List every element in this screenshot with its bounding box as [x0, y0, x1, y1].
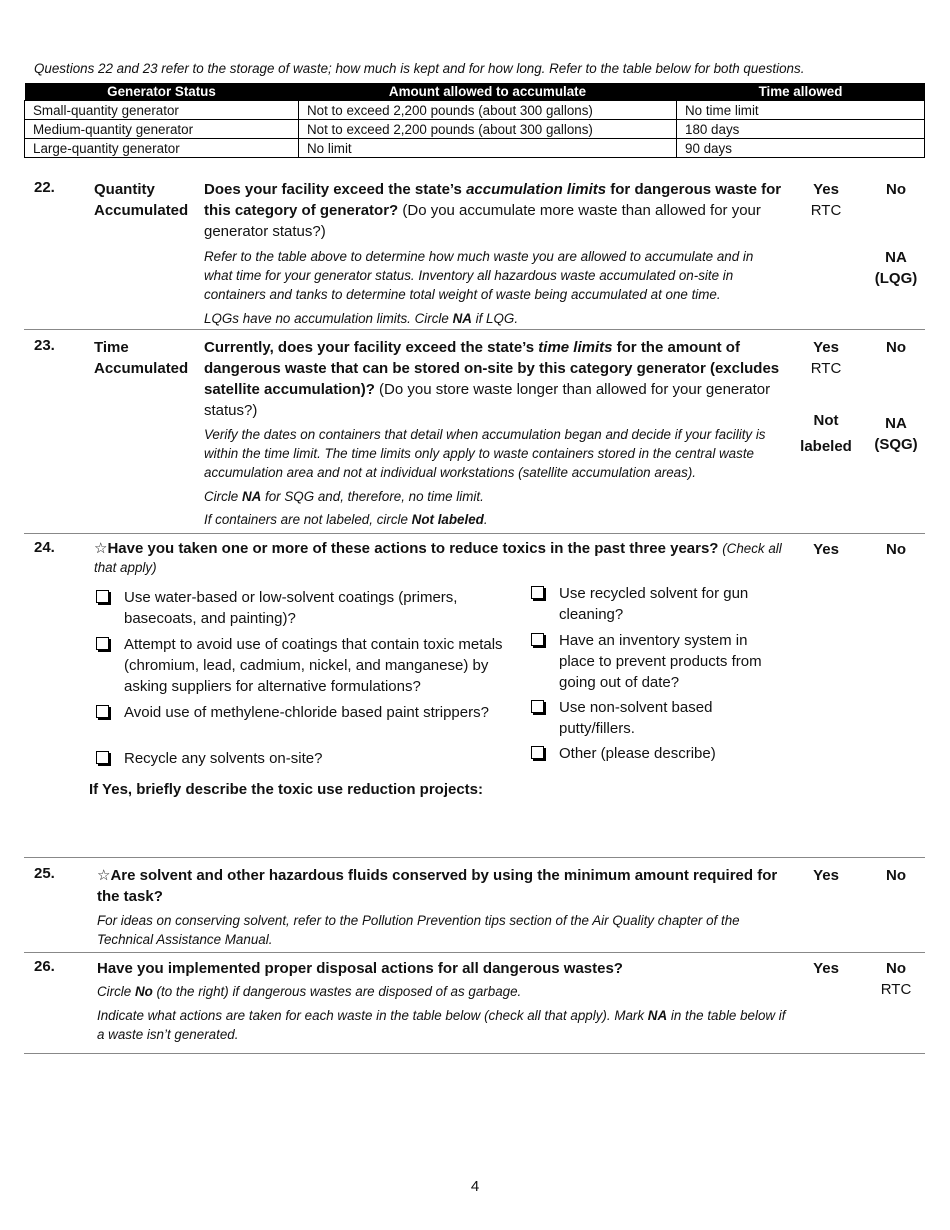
question-24 [24, 539, 925, 858]
table-cell: 90 days [677, 139, 925, 158]
question-text: Currently, does your facility exceed the state’s [204, 339, 539, 356]
table-cell: Small-quantity generator [25, 101, 299, 120]
star-icon: ☆ [97, 867, 111, 884]
question-body [204, 179, 784, 328]
describe-prompt: If Yes, briefly describe the toxic use reduction projects: [89, 781, 484, 798]
instruction-note: Verify the dates on containers that detail when accumulation began and decide if your facility is within the time limit. The time limits only apply to waste containers stored in the central waste accumulation area and not at individual workstations (satellite accumulation areas). [204, 427, 766, 480]
question-number: 24. [34, 539, 55, 556]
option-label: Use recycled solvent for gun cleaning? [559, 585, 749, 623]
checkbox-option[interactable] [96, 702, 524, 723]
table-row [25, 101, 925, 120]
question-text: for the amount of dangerous waste that can be stored on-site by this category generator (excludes satellite accumulation)? [204, 339, 780, 398]
option-label: Other (please describe) [559, 745, 716, 762]
table-cell: Not to exceed 2,200 pounds (about 300 gallons) [299, 120, 677, 139]
generator-status-table [24, 83, 925, 158]
option-label: Have an inventory system in place to prevent products from going out of date? [559, 632, 762, 691]
rtc-label: RTC [810, 360, 842, 377]
yes-option[interactable]: Yes RTC [791, 337, 861, 379]
no-option[interactable]: No [886, 181, 906, 198]
no-option[interactable]: No [886, 867, 906, 884]
not-labeled-option[interactable]: Not labeled [800, 412, 852, 455]
checkbox-option[interactable] [531, 630, 774, 693]
question-text: Does your facility exceed the state’s [204, 181, 467, 198]
option-label: Use water-based or low-solvent coatings (primers, basecoats, and painting)? [124, 589, 458, 627]
table-cell: No limit [299, 139, 677, 158]
checkbox[interactable] [531, 700, 544, 713]
question-text: Have you taken one or more of these actions to reduce toxics in the past three years? [107, 540, 719, 557]
intro-text: Questions 22 and 23 refer to the storage of waste; how much is kept and for how long. Refer to the table below for both questions. [34, 61, 805, 76]
topic-line: Accumulated [94, 202, 189, 219]
checkbox-option[interactable] [96, 748, 509, 769]
header-amount-allowed: Amount allowed to accumulate [299, 83, 677, 101]
checkbox[interactable] [531, 586, 544, 599]
question-text: Are solvent and other hazardous fluids conserved by using the minimum amount required for the task? [97, 867, 778, 905]
yes-option[interactable]: Yes [813, 867, 839, 884]
question-text: Have you implemented proper disposal actions for all dangerous wastes? [97, 960, 623, 977]
table-cell: Not to exceed 2,200 pounds (about 300 gallons) [299, 101, 677, 120]
instruction-note: Circle No (to the right) if dangerous wastes are disposed of as garbage. [97, 984, 522, 999]
question-number: 26. [34, 958, 55, 975]
rtc-label: RTC [880, 981, 912, 998]
table-header-row [25, 83, 925, 101]
checkbox[interactable] [96, 705, 109, 718]
question-emphasis: accumulation limits [466, 181, 607, 198]
yes-option[interactable]: Yes RTC [791, 179, 861, 221]
question-clarification: (Do you store waste longer than allowed for your generator status?) [204, 381, 771, 419]
table-row [25, 139, 925, 158]
topic-line: Time [94, 339, 129, 356]
instruction-note: If containers are not labeled, circle Not labeled. [204, 512, 488, 527]
question-topic [94, 179, 188, 221]
question-body [204, 337, 784, 529]
question-body [97, 865, 787, 949]
checkbox-option[interactable] [531, 697, 774, 739]
header-generator-status: Generator Status [25, 83, 299, 101]
no-option[interactable]: No RTC [861, 958, 931, 1000]
question-topic [94, 337, 188, 379]
table-row [25, 120, 925, 139]
checkbox[interactable] [531, 633, 544, 646]
instruction-note: LQGs have no accumulation limits. Circle NA if LQG. [204, 311, 519, 326]
topic-line: Quantity [94, 181, 155, 198]
checkbox[interactable] [96, 751, 109, 764]
table-cell: No time limit [677, 101, 925, 120]
question-23 [24, 335, 925, 534]
question-text: for dangerous waste for this category of generator? [204, 181, 782, 219]
na-option[interactable]: NA (SQG) [874, 415, 918, 453]
table-cell: 180 days [677, 120, 925, 139]
checkbox[interactable] [96, 590, 109, 603]
yes-option[interactable]: Yes [813, 541, 839, 558]
option-label: Use non-solvent based putty/fillers. [559, 699, 713, 737]
page-number: 4 [470, 1178, 480, 1195]
instruction-note: For ideas on conserving solvent, refer to the Pollution Prevention tips section of the Air Quality chapter of the Technical Assistance Manual. [97, 913, 740, 947]
star-icon: ☆ [94, 540, 108, 557]
question-number: 23. [34, 337, 55, 354]
instruction-note: Refer to the table above to determine how much waste you are allowed to accumulate and in what time for your generator status. Inventory all hazardous waste accumulated on-site in containers and tanks to determine total weight of waste being accumulated at one time. [204, 249, 754, 302]
rtc-label: RTC [810, 202, 842, 219]
checkbox-option[interactable] [96, 587, 509, 629]
na-option[interactable]: NA (LQG) [874, 249, 918, 287]
question-clarification: (Check all that apply) [94, 541, 782, 575]
question-body [94, 539, 784, 577]
question-25 [24, 863, 925, 953]
topic-line: Accumulated [94, 360, 189, 377]
instruction-note: Indicate what actions are taken for each waste in the table below (check all that apply). Mark NA in the table below if a waste isn’t generated. [97, 1008, 786, 1042]
question-number: 25. [34, 865, 55, 882]
question-26 [24, 958, 925, 1054]
instruction-note: Circle NA for SQG and, therefore, no time limit. [204, 489, 484, 504]
no-option[interactable]: No [886, 339, 906, 356]
question-emphasis: time limits [538, 339, 613, 356]
option-label: Avoid use of methylene-chloride based paint strippers? [124, 704, 489, 721]
question-clarification: (Do you accumulate more waste than allowed for your generator status?) [204, 202, 761, 240]
question-body [97, 958, 787, 1044]
yes-option[interactable]: Yes [813, 960, 839, 977]
option-label: Attempt to avoid use of coatings that contain toxic metals (chromium, lead, cadmium, nickel, and manganese) by asking suppliers for alternative formulations? [124, 636, 503, 695]
option-label: Recycle any solvents on-site? [124, 750, 323, 767]
table-cell: Large-quantity generator [25, 139, 299, 158]
checkbox[interactable] [96, 637, 109, 650]
question-number: 22. [34, 179, 55, 196]
question-22 [24, 176, 925, 330]
checkbox-option[interactable] [96, 634, 509, 697]
checkbox-option[interactable] [531, 583, 774, 625]
checkbox[interactable] [531, 746, 544, 759]
checkbox-option[interactable] [531, 743, 774, 764]
no-option[interactable]: No [886, 541, 906, 558]
table-cell: Medium-quantity generator [25, 120, 299, 139]
header-time-allowed: Time allowed [677, 83, 925, 101]
